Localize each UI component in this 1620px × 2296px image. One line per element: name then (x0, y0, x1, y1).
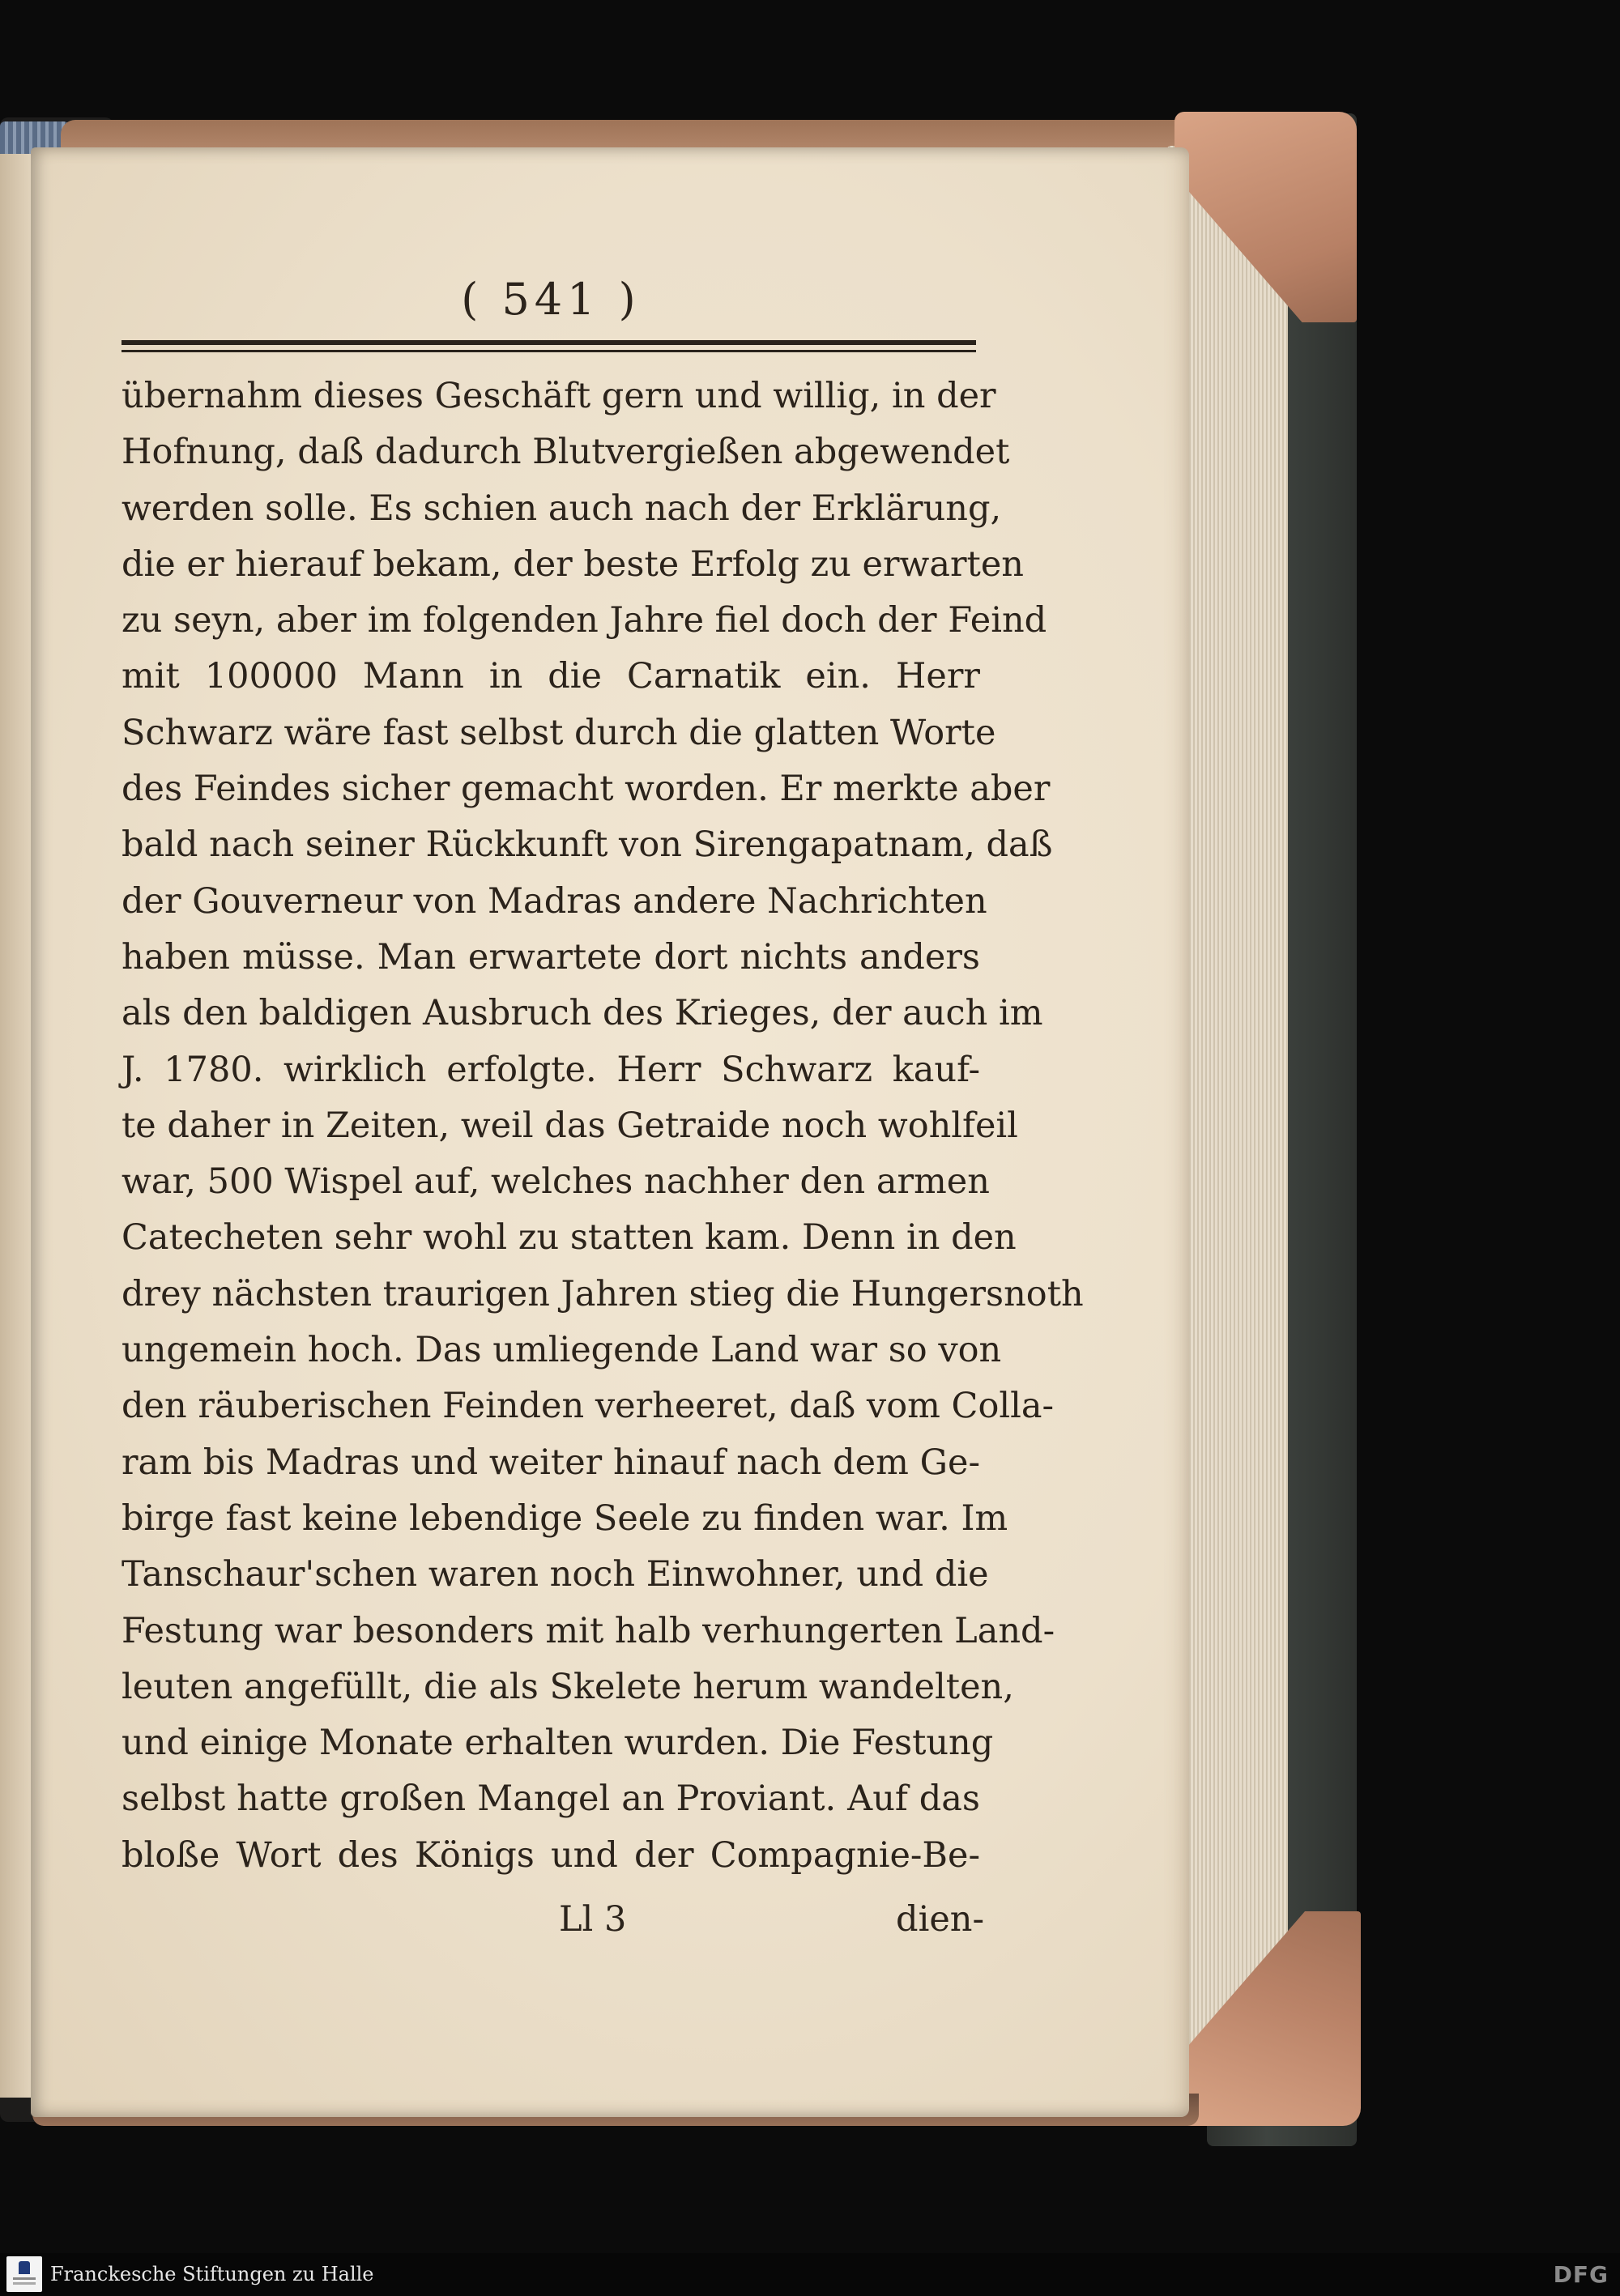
dfg-logo: DFG (1553, 2261, 1609, 2288)
viewer-footer (0, 2253, 1620, 2296)
text-line: als den baldigen Ausbruch des Krieges, der auch im (122, 993, 1043, 1034)
text-line: ram bis Madras und weiter hinauf nach dem Ge- (122, 1442, 980, 1483)
text-line: J. 1780. wirklich erfolgte. Herr Schwarz kauf- (122, 1049, 980, 1090)
text-line: der Gouverneur von Madras andere Nachrichten (122, 880, 987, 922)
catchword: dien- (896, 1899, 984, 1940)
text-line: bloße Wort des Königs und der Compagnie-Be- (122, 1834, 980, 1876)
francke-foundation-logo-icon (6, 2256, 42, 2292)
leather-top-edge (61, 120, 1349, 151)
text-line: den räuberischen Feinden verheeret, daß vom Colla- (122, 1386, 1055, 1427)
text-line: des Feindes sicher gemacht worden. Er merkte aber (122, 769, 1051, 810)
signature-mark: Ll 3 (559, 1899, 627, 1940)
text-line: werden solle. Es schien auch nach der Erklärung, (122, 488, 1002, 529)
text-line: bald nach seiner Rückkunft von Sirengapatnam, daß (122, 824, 1053, 866)
header-rule (122, 340, 976, 345)
text-line: war, 500 Wispel auf, welches nachher den armen (122, 1161, 990, 1203)
text-line: Festung war besonders mit halb verhungerten Land- (122, 1610, 1055, 1651)
text-line: mit 100000 Mann in die Carnatik ein. Herr (122, 656, 980, 697)
text-line: te daher in Zeiten, weil das Getraide noch wohlfeil (122, 1105, 1018, 1146)
text-line: zu seyn, aber im folgenden Jahre fiel doch der Feind (122, 600, 1047, 641)
text-line: die er hierauf bekam, der beste Erfolg zu erwarten (122, 543, 1024, 585)
body-text (122, 368, 1084, 1884)
header-rule-thin (122, 350, 976, 352)
text-line: birge fast keine lebendige Seele zu finden war. Im (122, 1497, 1008, 1539)
text-line: leuten angefüllt, die als Skelete herum wandelten, (122, 1666, 1014, 1707)
text-line: Tanschaur'schen waren noch Einwohner, und die (122, 1554, 989, 1595)
page-number-header: ( 541 ) (461, 274, 641, 325)
text-line: haben müsse. Man erwartete dort nichts anders (122, 936, 980, 978)
text-line: Hofnung, daß dadurch Blutvergießen abgewendet (122, 432, 1010, 473)
text-line: und einige Monate erhalten wurden. Die Festung (122, 1723, 994, 1764)
text-line: Schwarz wäre fast selbst durch die glatten Worte (122, 712, 996, 753)
text-line: drey nächsten traurigen Jahren stieg die Hungersnoth (122, 1273, 1084, 1314)
left-page-sliver (0, 154, 34, 2098)
text-line: ungemein hoch. Das umliegende Land war so von (122, 1330, 1002, 1371)
text-line: Catecheten sehr wohl zu statten kam. Denn in den (122, 1217, 1017, 1259)
institution-name: Franckesche Stiftungen zu Halle (50, 2263, 374, 2285)
text-line: übernahm dieses Geschäft gern und willig, in der (122, 376, 996, 416)
text-line: selbst hatte großen Mangel an Proviant. Auf das (122, 1778, 980, 1820)
